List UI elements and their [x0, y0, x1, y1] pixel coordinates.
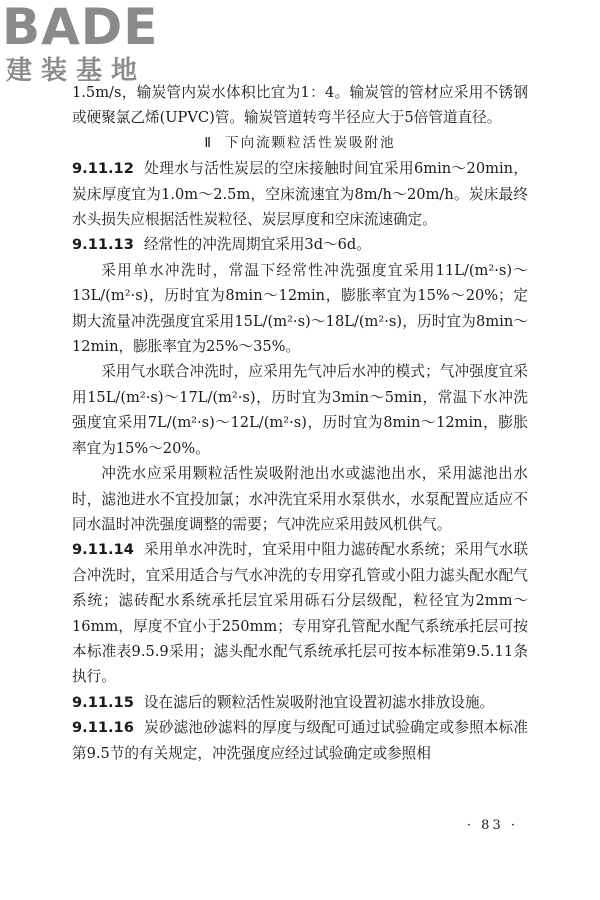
paragraph-text: 采用单水冲洗时，常温下经常性冲洗强度宜采用11L/(m²·s)～13L/(m²·s)，历时宜为8min～12min，膨胀率宜为15%～20%；定期大流量冲洗强度宜采用15L/(m²·s)～18L/(m²·s)，历时宜为8min～12min，膨胀率宜为25%～35%。	[72, 261, 528, 356]
clause-text: 炭砂滤池砂滤料的厚度与级配可通过试验确定或参照本标准第9.5节的有关规定，冲洗强度应经过试验确定或参照相	[72, 719, 528, 762]
paragraph-0	[72, 80, 528, 131]
site-logo	[2, 0, 180, 92]
clause-number: 9.11.13	[72, 236, 134, 254]
logo-subtitle: 建装基地	[6, 56, 147, 86]
clause-text: 经常性的冲洗周期宜采用3d～6d。	[143, 236, 371, 254]
clause-9-11-16	[72, 715, 528, 766]
clause-text: 处理水与活性炭层的空床接触时间宜采用6min～20min，炭床厚度宜为1.0m～2.5m，空床流速宜为8m/h～20m/h。炭床最终水头损失应根据活性炭粒径、炭层厚度和空床流速确定。	[72, 160, 528, 229]
clause-text: 设在滤后的颗粒活性炭吸附池宜设置初滤水排放设施。	[143, 693, 495, 711]
clause-number: 9.11.14	[72, 541, 134, 559]
clause-9-11-13	[72, 232, 528, 257]
clause-number: 9.11.15	[72, 693, 134, 711]
logo-wordmark: BADE	[2, 0, 159, 56]
paragraph-wash-water-source	[72, 461, 528, 537]
paragraph-text: 冲洗水应采用颗粒活性炭吸附池出水或滤池出水，采用滤池出水时，滤池进水不宜投加氯；水冲洗宜采用水泵供水，水泵配置应适应不同水温时冲洗强度调整的需要；气冲洗应采用鼓风机供气。	[72, 465, 528, 533]
paragraph-text: 采用气水联合冲洗时，应采用先气冲后水冲的模式；气冲强度宜采用15L/(m²·s)～17L/(m²·s)，历时宜为3min～5min，常温下水冲洗强度宜采用7L/(m²·s)～12L/(m²·s)，历时宜为8min～12min，膨胀率宜为15%～20%。	[72, 363, 528, 457]
section-title: 下向流颗粒活性炭吸附池	[225, 134, 396, 151]
clause-number: 9.11.12	[72, 160, 134, 178]
clause-9-11-14	[72, 537, 528, 689]
document-body	[72, 80, 528, 766]
clause-text: 采用单水冲洗时，宜采用中阻力滤砖配水系统；采用气水联合冲洗时，宜采用适合与气水冲洗的专用穿孔管或小阻力滤头配水配气系统；滤砖配水系统承托层宜采用砾石分层级配，粒径宜为2mm～16mm，厚度不宜小于250mm；专用穿孔管配水配气系统承托层可按本标准表9.5.9采用；滤头配水配气系统承托层可按本标准第9.5.11条执行。	[72, 541, 528, 686]
clause-9-11-12	[72, 156, 528, 232]
paragraph-text: 1.5m/s，输炭管内炭水体积比宜为1：4。输炭管的管材应采用不锈钢或硬聚氯乙烯(UPVC)管。输炭管道转弯半径应大于5倍管道直径。	[72, 84, 528, 127]
page-number: · 83 ·	[466, 818, 518, 833]
paragraph-single-water-wash	[72, 258, 528, 360]
clause-number: 9.11.16	[72, 719, 134, 737]
paragraph-air-water-wash	[72, 359, 528, 461]
section-number: Ⅱ	[204, 134, 214, 151]
section-heading	[72, 131, 528, 156]
clause-9-11-15	[72, 690, 528, 715]
